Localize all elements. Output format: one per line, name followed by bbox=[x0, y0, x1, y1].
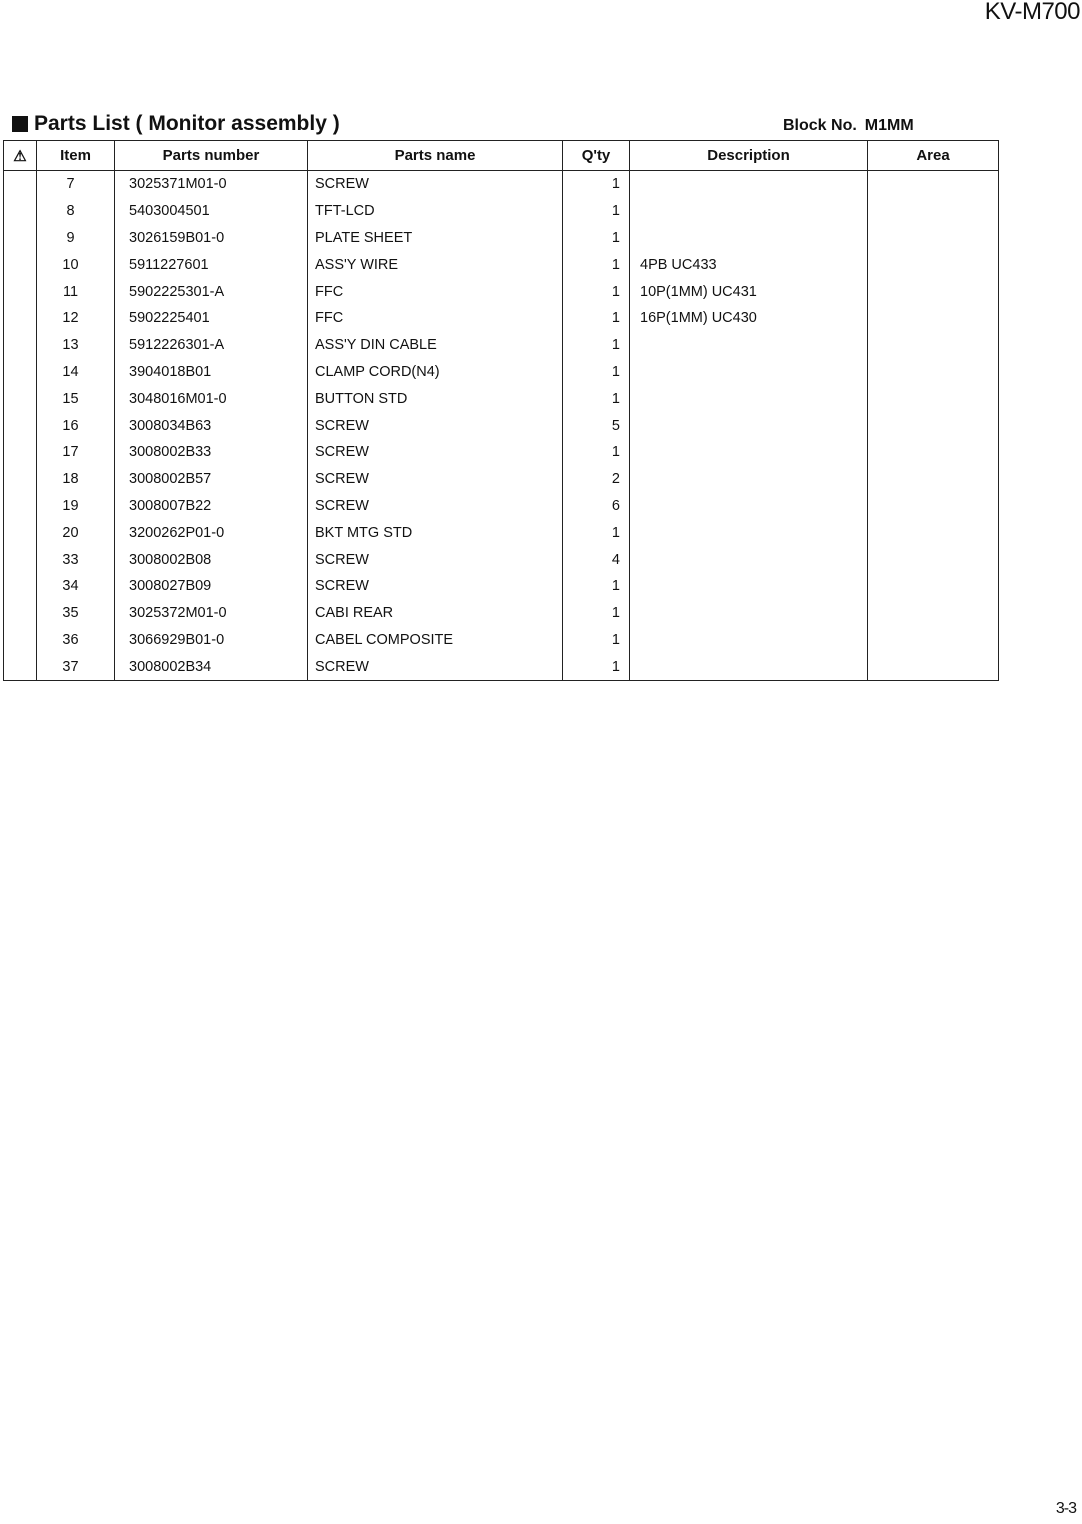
qty-cell: 1 bbox=[563, 653, 630, 680]
qty-cell: 1 bbox=[563, 251, 630, 278]
item-cell: 19 bbox=[37, 493, 115, 520]
parts-name-cell: SCREW bbox=[308, 171, 563, 198]
parts-number-cell: 3904018B01 bbox=[115, 359, 308, 386]
table-row bbox=[4, 546, 999, 573]
table-row bbox=[4, 359, 999, 386]
qty-cell: 1 bbox=[563, 439, 630, 466]
description-cell: 10P(1MM) UC431 bbox=[630, 278, 868, 305]
item-cell: 15 bbox=[37, 385, 115, 412]
area-cell bbox=[868, 251, 999, 278]
safety-mark-cell bbox=[4, 171, 37, 198]
safety-mark-cell bbox=[4, 546, 37, 573]
description-cell bbox=[630, 198, 868, 225]
description-cell bbox=[630, 412, 868, 439]
item-cell: 16 bbox=[37, 412, 115, 439]
item-cell: 8 bbox=[37, 198, 115, 225]
parts-name-cell: CABEL COMPOSITE bbox=[308, 627, 563, 654]
model-number: KV-M700 bbox=[984, 0, 1080, 25]
item-cell: 12 bbox=[37, 305, 115, 332]
parts-number-cell: 5912226301-A bbox=[115, 332, 308, 359]
safety-mark-cell bbox=[4, 278, 37, 305]
safety-mark-cell bbox=[4, 198, 37, 225]
table-row bbox=[4, 493, 999, 520]
qty-cell: 1 bbox=[563, 519, 630, 546]
square-bullet-icon bbox=[12, 116, 28, 132]
area-cell bbox=[868, 278, 999, 305]
safety-mark-cell bbox=[4, 359, 37, 386]
parts-name-cell: SCREW bbox=[308, 573, 563, 600]
table-row bbox=[4, 278, 999, 305]
parts-number-cell: 5403004501 bbox=[115, 198, 308, 225]
area-cell bbox=[868, 493, 999, 520]
item-cell: 11 bbox=[37, 278, 115, 305]
item-cell: 7 bbox=[37, 171, 115, 198]
qty-cell: 1 bbox=[563, 278, 630, 305]
description-cell bbox=[630, 225, 868, 252]
safety-mark-cell bbox=[4, 385, 37, 412]
description-cell bbox=[630, 600, 868, 627]
parts-number-cell: 3008002B33 bbox=[115, 439, 308, 466]
parts-name-cell: CLAMP CORD(N4) bbox=[308, 359, 563, 386]
area-cell bbox=[868, 439, 999, 466]
qty-cell: 2 bbox=[563, 466, 630, 493]
item-cell: 13 bbox=[37, 332, 115, 359]
parts-number-cell: 3048016M01-0 bbox=[115, 385, 308, 412]
area-cell bbox=[868, 519, 999, 546]
area-cell bbox=[868, 225, 999, 252]
item-cell: 36 bbox=[37, 627, 115, 654]
section-title bbox=[12, 112, 340, 136]
parts-number-cell: 5902225301-A bbox=[115, 278, 308, 305]
qty-cell: 1 bbox=[563, 600, 630, 627]
parts-number-cell: 3008002B57 bbox=[115, 466, 308, 493]
area-cell bbox=[868, 332, 999, 359]
parts-number-cell: 5911227601 bbox=[115, 251, 308, 278]
safety-mark-cell bbox=[4, 653, 37, 680]
safety-mark-cell bbox=[4, 600, 37, 627]
table-row bbox=[4, 412, 999, 439]
description-cell bbox=[630, 653, 868, 680]
parts-name-cell: ASS'Y WIRE bbox=[308, 251, 563, 278]
item-cell: 37 bbox=[37, 653, 115, 680]
safety-mark-cell bbox=[4, 519, 37, 546]
parts-number-cell: 3008002B34 bbox=[115, 653, 308, 680]
qty-cell: 1 bbox=[563, 573, 630, 600]
area-cell bbox=[868, 546, 999, 573]
parts-number-cell: 3008007B22 bbox=[115, 493, 308, 520]
description-cell bbox=[630, 385, 868, 412]
area-cell bbox=[868, 600, 999, 627]
parts-name-cell: SCREW bbox=[308, 653, 563, 680]
table-row bbox=[4, 305, 999, 332]
parts-name-cell: BUTTON STD bbox=[308, 385, 563, 412]
qty-cell: 1 bbox=[563, 332, 630, 359]
item-cell: 34 bbox=[37, 573, 115, 600]
parts-name-cell: TFT-LCD bbox=[308, 198, 563, 225]
description-cell bbox=[630, 466, 868, 493]
parts-name-cell: SCREW bbox=[308, 466, 563, 493]
parts-number-cell: 3200262P01-0 bbox=[115, 519, 308, 546]
safety-mark-cell bbox=[4, 332, 37, 359]
table-row bbox=[4, 332, 999, 359]
column-header-parts-number: Parts number bbox=[115, 141, 308, 171]
parts-number-cell: 3008034B63 bbox=[115, 412, 308, 439]
description-cell bbox=[630, 519, 868, 546]
item-cell: 10 bbox=[37, 251, 115, 278]
column-header-area: Area bbox=[868, 141, 999, 171]
table-row bbox=[4, 519, 999, 546]
column-header-description: Description bbox=[630, 141, 868, 171]
table-row bbox=[4, 653, 999, 680]
parts-name-cell: SCREW bbox=[308, 546, 563, 573]
block-number-label: Block No. bbox=[783, 117, 857, 134]
description-cell bbox=[630, 493, 868, 520]
table-row bbox=[4, 573, 999, 600]
description-cell bbox=[630, 332, 868, 359]
section-title-text: Parts List ( Monitor assembly ) bbox=[34, 112, 340, 135]
qty-cell: 1 bbox=[563, 225, 630, 252]
qty-cell: 4 bbox=[563, 546, 630, 573]
page-number: 3-3 bbox=[1055, 1500, 1076, 1517]
item-cell: 9 bbox=[37, 225, 115, 252]
item-cell: 35 bbox=[37, 600, 115, 627]
parts-number-cell: 3026159B01-0 bbox=[115, 225, 308, 252]
area-cell bbox=[868, 627, 999, 654]
parts-number-cell: 3025371M01-0 bbox=[115, 171, 308, 198]
qty-cell: 1 bbox=[563, 385, 630, 412]
safety-mark-cell bbox=[4, 251, 37, 278]
table-row bbox=[4, 439, 999, 466]
safety-mark-cell bbox=[4, 493, 37, 520]
parts-number-cell: 5902225401 bbox=[115, 305, 308, 332]
column-header-qty: Q'ty bbox=[563, 141, 630, 171]
qty-cell: 1 bbox=[563, 359, 630, 386]
qty-cell: 1 bbox=[563, 305, 630, 332]
description-cell: 4PB UC433 bbox=[630, 251, 868, 278]
parts-name-cell: SCREW bbox=[308, 493, 563, 520]
table-row bbox=[4, 225, 999, 252]
column-header-parts-name: Parts name bbox=[308, 141, 563, 171]
area-cell bbox=[868, 412, 999, 439]
safety-mark-cell bbox=[4, 412, 37, 439]
block-number bbox=[783, 117, 914, 135]
item-cell: 17 bbox=[37, 439, 115, 466]
area-cell bbox=[868, 653, 999, 680]
table-row bbox=[4, 600, 999, 627]
area-cell bbox=[868, 171, 999, 198]
parts-number-cell: 3025372M01-0 bbox=[115, 600, 308, 627]
safety-mark-cell bbox=[4, 573, 37, 600]
qty-cell: 1 bbox=[563, 627, 630, 654]
qty-cell: 1 bbox=[563, 171, 630, 198]
parts-number-cell: 3008002B08 bbox=[115, 546, 308, 573]
description-cell bbox=[630, 627, 868, 654]
parts-name-cell: SCREW bbox=[308, 439, 563, 466]
parts-name-cell: SCREW bbox=[308, 412, 563, 439]
description-cell bbox=[630, 359, 868, 386]
column-header-item: Item bbox=[37, 141, 115, 171]
parts-name-cell: FFC bbox=[308, 278, 563, 305]
table-row bbox=[4, 385, 999, 412]
parts-name-cell: BKT MTG STD bbox=[308, 519, 563, 546]
safety-warning-icon: ⚠ bbox=[4, 141, 37, 171]
description-cell bbox=[630, 439, 868, 466]
description-cell bbox=[630, 171, 868, 198]
parts-name-cell: CABI REAR bbox=[308, 600, 563, 627]
safety-mark-cell bbox=[4, 305, 37, 332]
area-cell bbox=[868, 359, 999, 386]
safety-mark-cell bbox=[4, 466, 37, 493]
area-cell bbox=[868, 305, 999, 332]
area-cell bbox=[868, 385, 999, 412]
table-row bbox=[4, 466, 999, 493]
table-header-row bbox=[4, 141, 999, 171]
safety-mark-cell bbox=[4, 439, 37, 466]
item-cell: 14 bbox=[37, 359, 115, 386]
qty-cell: 1 bbox=[563, 198, 630, 225]
parts-name-cell: PLATE SHEET bbox=[308, 225, 563, 252]
block-number-value: M1MM bbox=[864, 117, 914, 134]
item-cell: 18 bbox=[37, 466, 115, 493]
item-cell: 20 bbox=[37, 519, 115, 546]
table-row bbox=[4, 627, 999, 654]
description-cell bbox=[630, 573, 868, 600]
description-cell bbox=[630, 546, 868, 573]
parts-number-cell: 3008027B09 bbox=[115, 573, 308, 600]
table-row bbox=[4, 251, 999, 278]
area-cell bbox=[868, 198, 999, 225]
area-cell bbox=[868, 573, 999, 600]
description-cell: 16P(1MM) UC430 bbox=[630, 305, 868, 332]
table-row bbox=[4, 198, 999, 225]
safety-mark-cell bbox=[4, 225, 37, 252]
parts-name-cell: ASS'Y DIN CABLE bbox=[308, 332, 563, 359]
parts-name-cell: FFC bbox=[308, 305, 563, 332]
parts-table-body bbox=[4, 171, 999, 681]
parts-table bbox=[3, 140, 999, 681]
safety-mark-cell bbox=[4, 627, 37, 654]
parts-number-cell: 3066929B01-0 bbox=[115, 627, 308, 654]
qty-cell: 5 bbox=[563, 412, 630, 439]
qty-cell: 6 bbox=[563, 493, 630, 520]
item-cell: 33 bbox=[37, 546, 115, 573]
area-cell bbox=[868, 466, 999, 493]
table-row bbox=[4, 171, 999, 198]
